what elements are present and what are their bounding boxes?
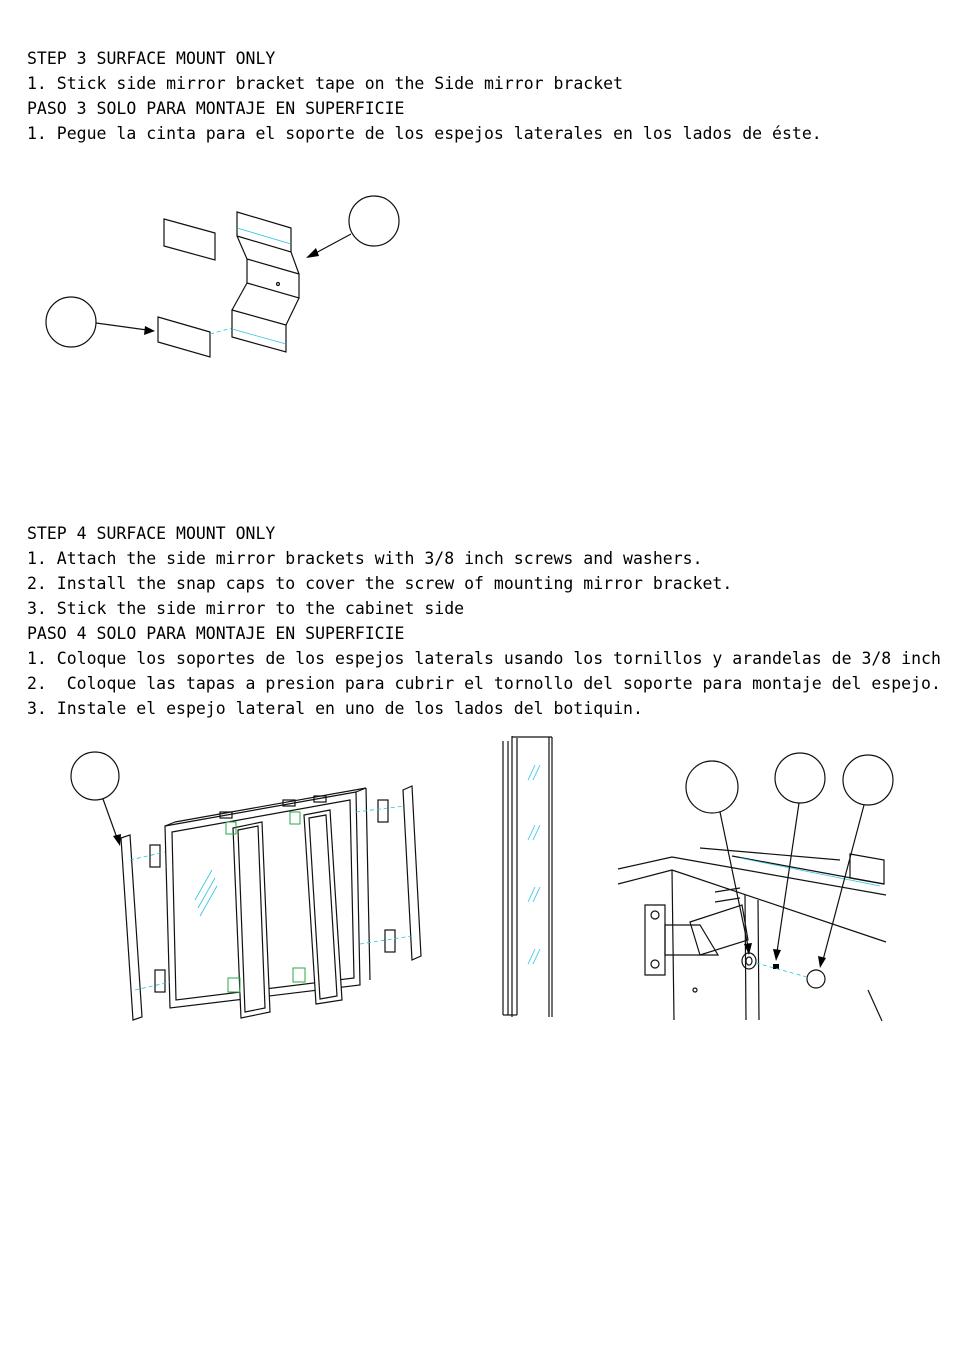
step4-title-es: PASO 4 SOLO PARA MONTAJE EN SUPERFICIE	[27, 624, 405, 643]
callout-washer	[686, 761, 738, 813]
step3-title-es: PASO 3 SOLO PARA MONTAJE EN SUPERFICIE	[27, 99, 405, 118]
step4-instruction-en-3: 3. Stick the side mirror to the cabinet side	[27, 599, 465, 618]
step4-title-en: STEP 4 SURFACE MOUNT ONLY	[27, 524, 276, 543]
step4-instruction-en-1: 1. Attach the side mirror brackets with 3/8 inch screws and washers.	[27, 549, 703, 568]
washer	[742, 953, 756, 969]
step4-instruction-es-1: 1. Coloque los soportes de los espejos laterals usando los tornillos y arandelas de 3/8 inch	[27, 649, 941, 668]
step4-instruction-es-2: 2. Coloque las tapas a presion para cubrir el tornollo del soporte para montaje del espejo.	[27, 674, 941, 693]
step3-instruction-en-1: 1. Stick side mirror bracket tape on the Side mirror bracket	[27, 74, 624, 93]
step4-instruction-es-3: 3. Instale el espejo lateral en uno de los lados del botiquin.	[27, 699, 643, 718]
callout-snap-cap	[843, 755, 893, 805]
step3-instruction-es-1: 1. Pegue la cinta para el soporte de los espejos laterales en los lados de éste.	[27, 124, 822, 143]
step3-title-en: STEP 3 SURFACE MOUNT ONLY	[27, 49, 276, 68]
snap-cap	[807, 970, 825, 988]
callout-screw	[775, 753, 825, 803]
step4-instruction-en-2: 2. Install the snap caps to cover the screw of mounting mirror bracket.	[27, 574, 733, 593]
